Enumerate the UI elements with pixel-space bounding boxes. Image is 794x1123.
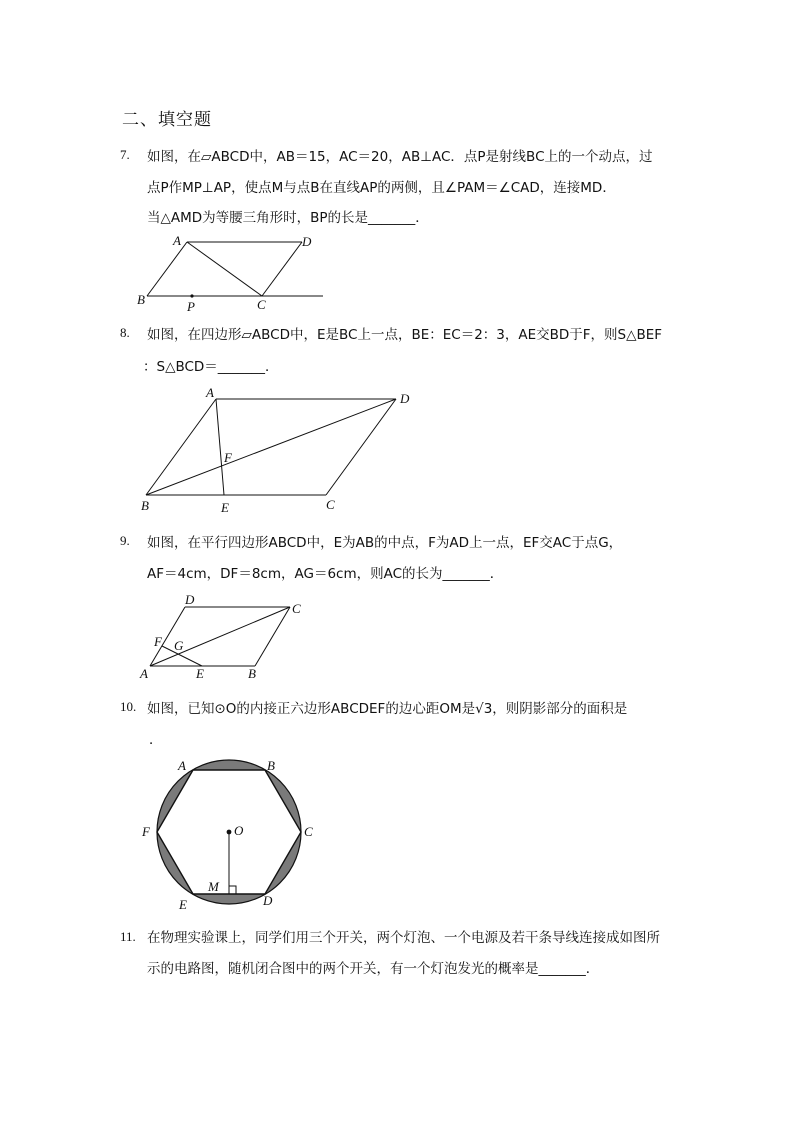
label-C: C xyxy=(304,824,313,839)
question-8-figure xyxy=(130,383,430,518)
label-F: F xyxy=(142,824,150,839)
label-F: F xyxy=(154,634,162,649)
point-P xyxy=(190,294,193,297)
question-10-line-1: 如图，已知⊙O的内接正六边形ABCDEF的边心距OM是√3，则阴影部分的面积是 xyxy=(147,701,628,717)
label-C: C xyxy=(326,497,335,512)
segment-CD xyxy=(326,399,396,495)
question-8-line-2: ：S△BCD＝_______． xyxy=(143,359,279,375)
label-C: C xyxy=(292,601,301,616)
segment-AC xyxy=(150,607,290,666)
question-10-line-2: ． xyxy=(149,732,163,748)
label-C: C xyxy=(257,297,266,312)
segment-BA xyxy=(146,399,216,495)
question-7-line-3: 当△AMD为等腰三角形时，BP的长是_______． xyxy=(147,210,429,226)
question-11-line-2: 示的电路图，随机闭合图中的两个开关，有一个灯泡发光的概率是_______． xyxy=(147,961,600,977)
label-E: E xyxy=(221,500,229,515)
section-title: 二、填空题 xyxy=(122,110,212,130)
question-7-figure xyxy=(130,230,340,315)
question-7-line-2: 点P作MP⊥AP，使点M与点B在直线AP的两侧，且∠PAM＝∠CAD，连接MD． xyxy=(147,180,616,196)
segment-BD xyxy=(146,399,396,495)
question-9-line-1: 如图，在平行四边形ABCD中，E为AB的中点，F为AD上一点，EF交AC于点G， xyxy=(147,535,623,551)
segment-BC xyxy=(255,607,290,666)
label-M: M xyxy=(208,879,219,894)
question-11-number: 11. xyxy=(120,929,136,944)
label-P: P xyxy=(187,299,195,314)
label-G: G xyxy=(174,638,184,653)
question-7-line-1: 如图，在▱ABCD中，AB＝15，AC＝20，AB⊥AC．点P是射线BC上的一个动点，过 xyxy=(147,149,653,165)
question-11-line-1: 在物理实验课上，同学们用三个开关，两个灯泡、一个电源及若干条导线连接成如图所 xyxy=(147,930,660,946)
point-O xyxy=(227,830,232,835)
question-8-line-1: 如图，在四边形▱ABCD中，E是BC上一点，BE：EC＝2：3，AE交BD于F，则S△BEF xyxy=(147,327,663,343)
question-7-number: 7. xyxy=(120,147,130,162)
question-10-figure xyxy=(135,752,325,917)
label-D: D xyxy=(302,234,312,249)
label-E: E xyxy=(179,897,187,912)
label-B: B xyxy=(141,498,149,513)
segment-CD xyxy=(262,242,302,296)
label-B: B xyxy=(267,758,275,773)
label-F: F xyxy=(224,450,232,465)
label-A: A xyxy=(173,233,181,248)
segment-BA xyxy=(147,242,187,296)
segment-AC xyxy=(187,242,262,296)
question-9-number: 9. xyxy=(120,533,130,548)
question-9-figure xyxy=(135,590,315,685)
label-B: B xyxy=(137,292,145,307)
label-E: E xyxy=(196,666,204,681)
question-9-line-2: AF＝4cm，DF＝8cm，AG＝6cm，则AC的长为_______． xyxy=(147,566,504,582)
label-A: A xyxy=(206,385,214,400)
label-A: A xyxy=(140,666,148,681)
segment-AE xyxy=(216,399,224,495)
label-D: D xyxy=(185,592,195,607)
label-O: O xyxy=(234,823,244,838)
label-D: D xyxy=(263,893,273,908)
label-B: B xyxy=(248,666,256,681)
label-D: D xyxy=(400,391,410,406)
label-A: A xyxy=(178,758,186,773)
question-8-number: 8. xyxy=(120,325,130,340)
question-10-number: 10. xyxy=(120,699,137,714)
